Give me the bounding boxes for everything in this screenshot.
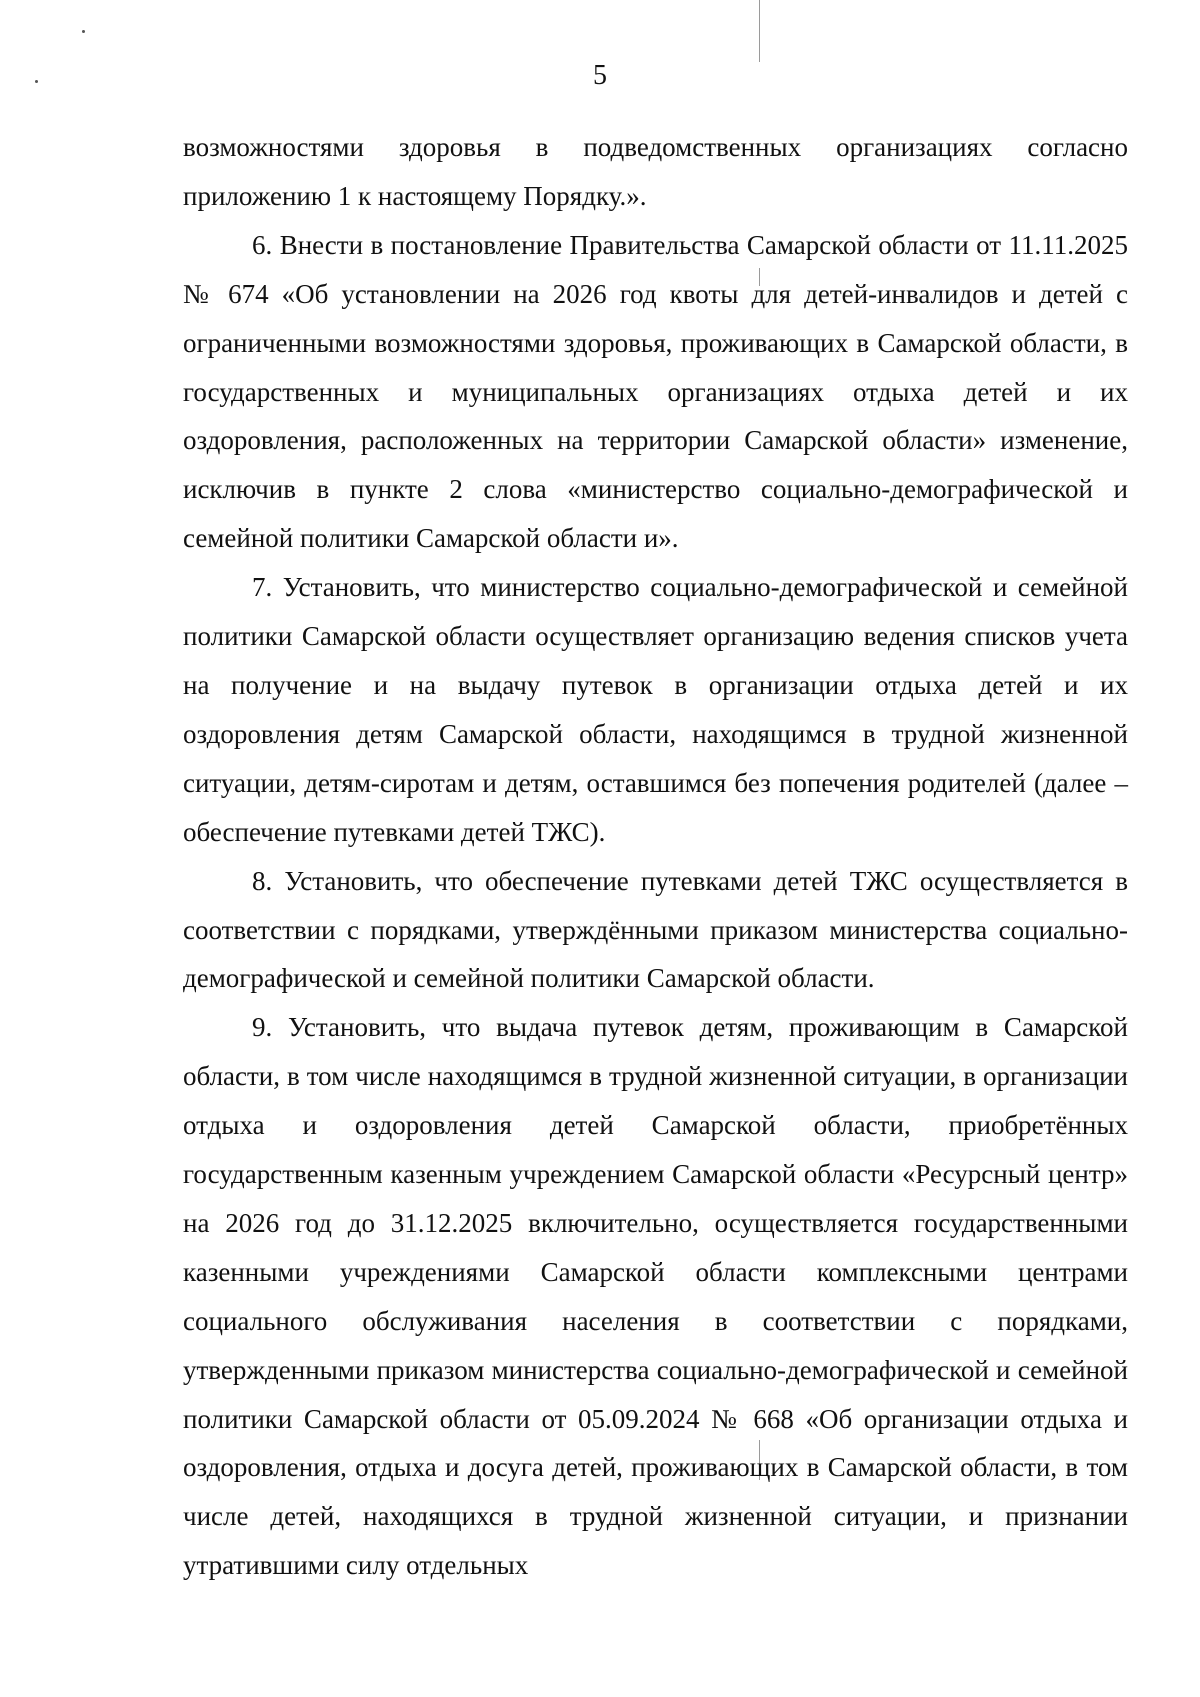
page-number: 5 <box>593 60 607 91</box>
paragraph-item-6: 6. Внести в постановление Правительства Самарской области от 11.11.2025 № 674 «Об установлении на 2026 год квоты для детей-инвалидов и детей с ограниченными возможностями здоровья, проживающих в Самарской области, в государственных и муниципальных организациях отдыха детей и их оздоровления, расположенных на территории Самарской области» изменение, исключив в пункте 2 слова «министерство социально-демографической и семейной политики Самарской области и». <box>183 229 1128 554</box>
paragraph-item-7: 7. Установить, что министерство социально-демографической и семейной политики Самарской области осуществляет организацию ведения списков учета на получение и на выдачу путевок в организации отдыха детей и их оздоровления детям Самарской области, находящимся в трудной жизненной ситуации, детям-сиротам и детям, оставшимся без попечения родителей (далее – обеспечение путевками детей ТЖС). <box>183 572 1128 847</box>
paragraph-item-8: 8. Установить, что обеспечение путевками детей ТЖС осуществляется в соответствии с порядками, утверждёнными приказом министерства социально-демографической и семейной политики Самарской области. <box>183 865 1128 994</box>
scan-artifact-dot <box>82 30 85 33</box>
paragraph-continuation: возможностями здоровья в подведомственных организациях согласно приложению 1 к настоящему Порядку.». <box>183 132 1128 211</box>
document-body <box>183 123 1128 1590</box>
paragraph-item-9: 9. Установить, что выдача путевок детям, проживающим в Самарской области, в том числе находящимся в трудной жизненной ситуации, в организации отдыха и оздоровления детей Самарской области, приобретённых государственным казенным учреждением Самарской области «Ресурсный центр» на 2026 год до 31.12.2025 включительно, осуществляется государственными казенными учреждениями Самарской области комплексными центрами социального обслуживания населения в соответствии с порядками, утвержденными приказом министерства социально-демографической и семейной политики Самарской области от 05.09.2024 № 668 «Об организации отдыха и оздоровления, отдыха и досуга детей, проживающих в Самарской области, в том числе детей, находящихся в трудной жизненной ситуации, и признании утратившими силу отдельных <box>183 1012 1128 1581</box>
scan-artifact-line-top <box>759 0 760 62</box>
